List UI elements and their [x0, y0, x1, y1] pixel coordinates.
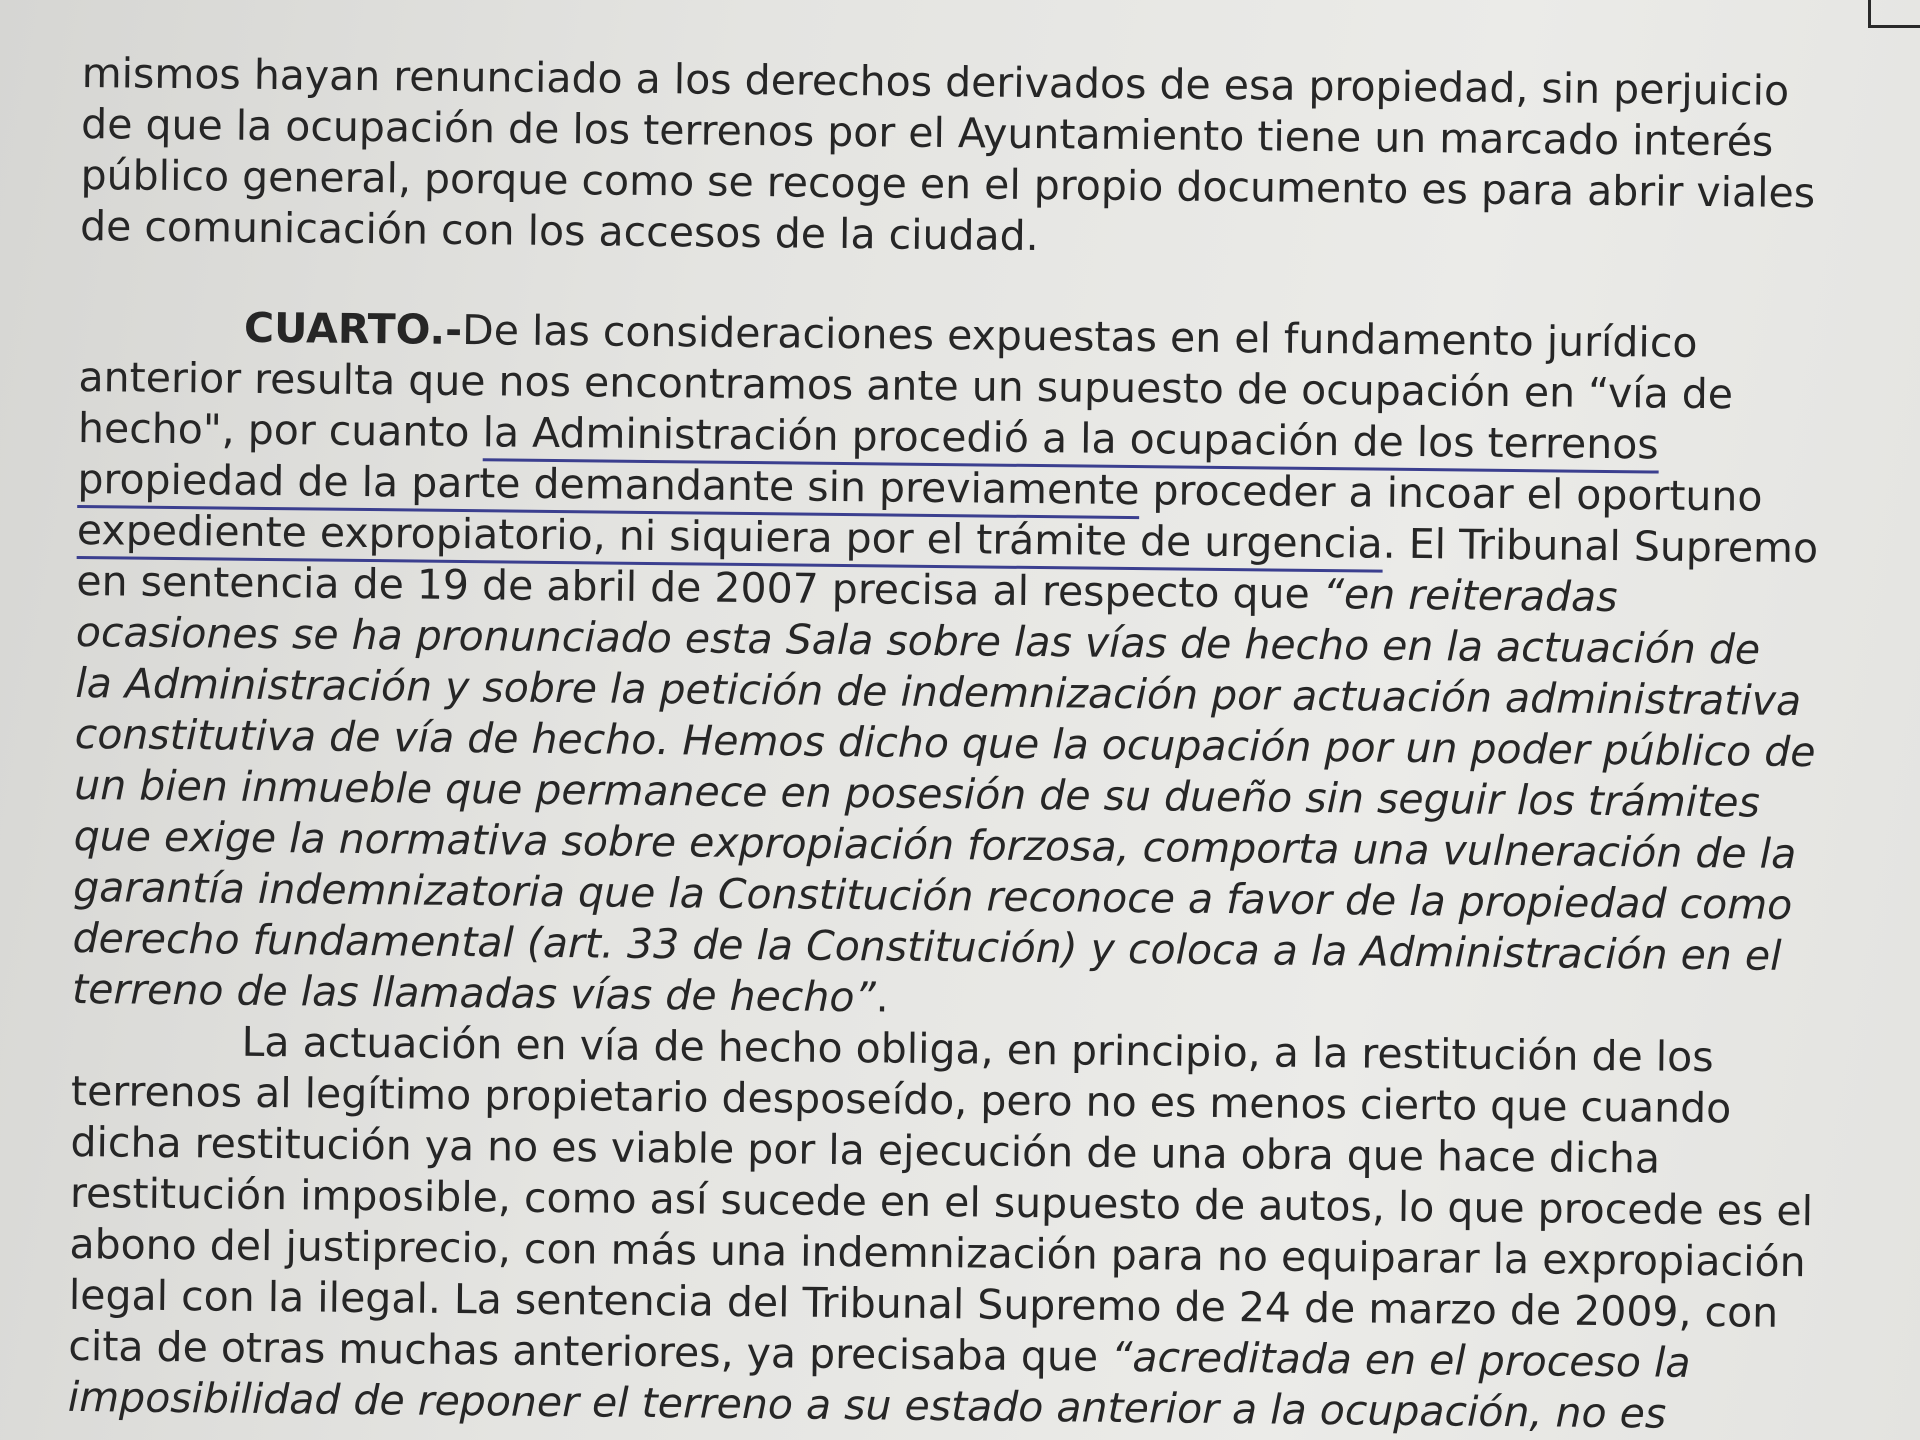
quote-start: “en reiteradas [1322, 570, 1618, 622]
text-line: abono del justiprecio, con más una indemnización para no equiparar la expropiación [69, 1219, 1806, 1287]
quote-line: la Administración y sobre la petición de indemnización por actuación administrativa [75, 658, 1802, 726]
text-segment: cita de otras muchas anteriores, ya precisaba que [68, 1321, 1099, 1381]
underlined-text: propiedad de la parte demandante sin previamente [77, 455, 1140, 519]
document-body [67, 48, 1819, 1440]
text-line: público general, porque como se recoge en el propio documento es para abrir viales [80, 150, 1816, 218]
cut-off-line: imposibilidad de reponer el terreno a su estado anterior a la ocupación, no es [67, 1372, 1667, 1438]
quote-start: “acreditada en el proceso la [1110, 1332, 1691, 1387]
quote-end: terreno de las llamadas vías de hecho” [71, 964, 876, 1022]
text-line: dicha restitución ya no es viable por la ejecución de una obra que hace dicha [70, 1117, 1661, 1183]
quote-line: ocasiones se ha pronunciado esta Sala sobre las vías de hecho en la actuación de [75, 607, 1761, 674]
quote-line: que exige la normativa sobre expropiación forzosa, comporta una vulneración de la [73, 811, 1797, 878]
text-line: La actuación en vía de hecho obliga, en principio, a la restitución de los [241, 1017, 1714, 1082]
text-segment: en sentencia de 19 de abril de 2007 precisa al respecto que [76, 556, 1311, 618]
underlined-text: la Administración procedió a la ocupación de los terrenos [482, 408, 1659, 473]
text-line: anterior resulta que nos encontramos ante un supuesto de ocupación en “vía de [78, 352, 1734, 419]
quote-line: un bien inmueble que permanece en posesión de su dueño sin seguir los trámites [74, 760, 1761, 827]
text-segment: . El Tribunal Supremo [1382, 519, 1819, 573]
text-segment: . [875, 973, 889, 1022]
text-segment: proceder a incoar el oportuno [1152, 466, 1763, 521]
text-segment: De las consideraciones expuestas en el fundamento jurídico [461, 305, 1698, 367]
underlined-text: expediente expropiatorio, ni siquiera por el trámite de urgencia [77, 506, 1383, 573]
text-line: legal con la ilegal. La sentencia del Tribunal Supremo de 24 de marzo de 2009, con [68, 1270, 1779, 1337]
text-line: mismos hayan renunciado a los derechos derivados de esa propiedad, sin perjuicio [81, 48, 1790, 115]
section-heading: CUARTO.- [243, 303, 463, 354]
text-segment: hecho", por cuanto [77, 403, 470, 457]
quote-line: constitutiva de vía de hecho. Hemos dicho que la ocupación por un poder público de [74, 709, 1816, 777]
text-line: de que la ocupación de los terrenos por el Ayuntamiento tiene un marcado interés [80, 99, 1774, 166]
text-line: terrenos al legítimo propietario desposeído, pero no es menos cierto que cuando [70, 1066, 1732, 1133]
quote-line: garantía indemnizatoria que la Constitución reconoce a favor de la propiedad como [72, 862, 1793, 929]
stamp-box [1868, 0, 1920, 28]
quote-line: derecho fundamental (art. 33 de la Constitución) y coloca a la Administración en el [72, 913, 1782, 980]
text-line: de comunicación con los accesos de la ciudad. [79, 201, 1039, 261]
text-line: restitución imposible, como así sucede en el supuesto de autos, lo que procede es el [69, 1168, 1814, 1236]
